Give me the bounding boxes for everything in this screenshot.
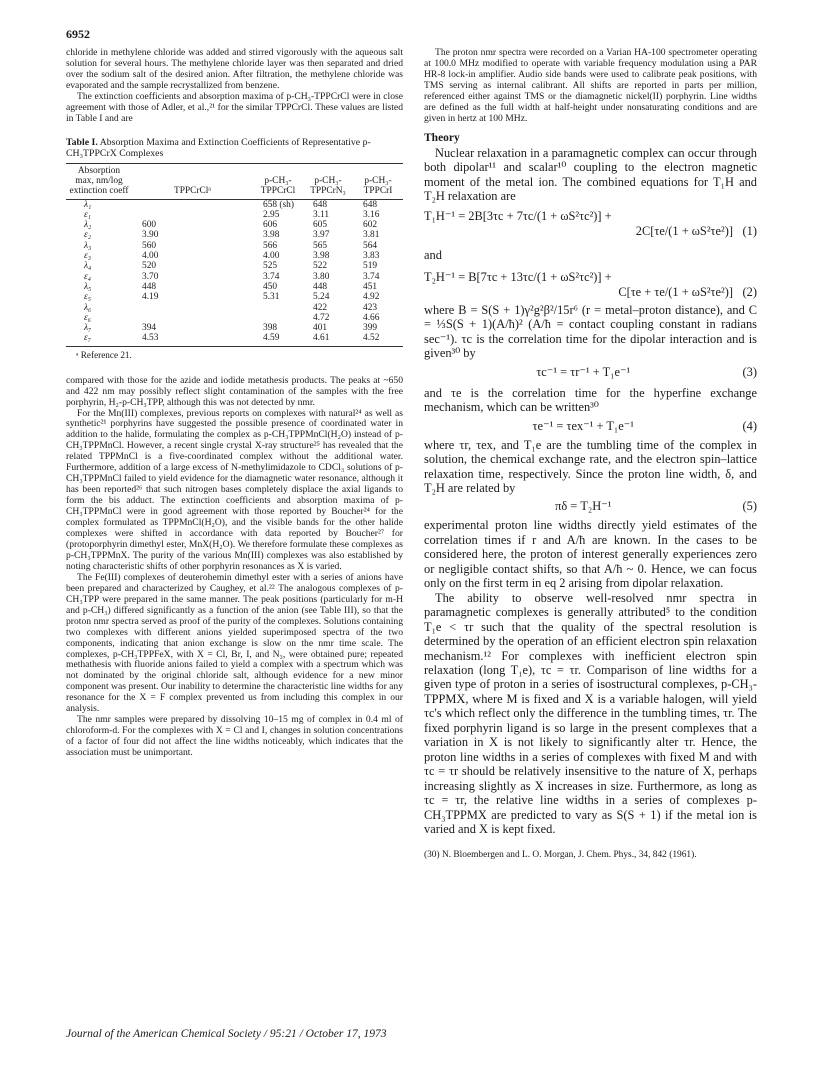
equation-5-body: πδ = T₂H⁻¹ bbox=[555, 499, 612, 514]
table-cell: 4.00 bbox=[263, 251, 280, 262]
table-row bbox=[66, 323, 403, 333]
table-cell: 4.72 bbox=[313, 312, 330, 323]
table-cell: 560 bbox=[142, 240, 157, 251]
table-cell: ε₁ bbox=[84, 209, 91, 220]
theory-paragraph: Nuclear relaxation in a paramagnetic complex can occur through both dipolar¹¹ and scalar¹⁰ coupling to the electron magnetic moment of the metal ion. The combined equations for T₁H and T₂H relaxation are bbox=[424, 145, 757, 204]
equation-4-body: τe⁻¹ = τex⁻¹ + T₁e⁻¹ bbox=[532, 418, 634, 433]
table-row bbox=[66, 292, 403, 302]
table-cell: 522 bbox=[313, 261, 328, 272]
definition-paragraph: where B = S(S + 1)γ²g²β²/15r⁶ (r = metal–proton distance), and C = ⅓S(S + 1)(A/ħ)² (A/ħ = contact coupling constant in radians sec⁻¹). τc is the correlation time for the dipolar interaction and is given³⁰ by bbox=[424, 302, 757, 361]
table-cell: 4.66 bbox=[363, 312, 380, 323]
table-header-cell: p-CH₃-TPPCrCl bbox=[253, 163, 303, 199]
table-header-cell: Absorption max, nm/log extinction coeff bbox=[66, 163, 132, 199]
left-paragraph-2: The extinction coefficients and absorption maxima of p-CH₃-TPPCrCl were in close agreement with those of Adler, et al.,²¹ for the similar TPPCrCl. These values are listed in Table I and are bbox=[66, 90, 403, 124]
table-row bbox=[66, 333, 403, 346]
journal-footer: Journal of the American Chemical Society / 95:21 / October 17, 1973 bbox=[66, 1028, 387, 1040]
equation-3-number: (3) bbox=[742, 364, 757, 379]
table-title: Absorption Maxima and Extinction Coefficients of Representative p-CH₃TPPCrX Complexes bbox=[66, 136, 371, 159]
left-paragraph-5: The Fe(III) complexes of deuterohemin dimethyl ester with a series of anions have been prepared and characterized by Caughey, et al.²² The analogous complexes of p-CH₃TPP were prepared in the same manner. The peak positions (particularly for m-H and p-CH₃) differed significantly as a function of the anion (see Table III), so that the proton nmr spectra served as proof of the purity of the complexes. Solutions containing two complexes with different anions yielded superimposed spectra of the two components, indicating that anion exchange is slow on the nmr time scale. The complexes, p-CH₃TPPFeX, with X = Cl, Br, I, and N₃, were obtained pure; repeated methathesis with fluoride anions failed to yield a complex with a spectrum which was not dominated by the original chloride salt, although evidence for a new minor component was present. Our inability to determine the characteristic line widths for any resonance for the X = F complex prevented us from including this complex in our analysis. bbox=[66, 571, 404, 715]
equation-4 bbox=[424, 419, 757, 434]
table-cell bbox=[253, 303, 303, 313]
equation-1-number: (1) bbox=[742, 224, 757, 239]
table-cell: 448 bbox=[313, 281, 328, 292]
table-cell: 401 bbox=[313, 323, 328, 334]
absorption-table bbox=[66, 163, 403, 347]
equation-2-line-1: T₂H⁻¹ = B[7τc + 13τc/(1 + ωS²τc²)] + bbox=[424, 269, 612, 284]
table-cell: 3.74 bbox=[363, 271, 380, 282]
tumbling-paragraph: where τr, τex, and T₁e are the tumbling time of the complex in solution, the chemical exchange rate, and the electron spin–lattice relaxation time, respectively. Since the proton line width, δ, and T₂H are related by bbox=[424, 437, 757, 496]
table-row bbox=[66, 199, 403, 210]
table-cell: 3.97 bbox=[313, 230, 330, 241]
table-cell: 4.00 bbox=[142, 251, 159, 262]
and-connector: and bbox=[424, 248, 442, 263]
left-column bbox=[66, 48, 403, 759]
table-cell: 3.98 bbox=[263, 230, 280, 241]
table-row bbox=[66, 303, 403, 313]
table-cell bbox=[132, 303, 253, 313]
table-cell: 3.83 bbox=[363, 251, 380, 262]
table-cell: 564 bbox=[363, 240, 378, 251]
table-cell: 3.70 bbox=[142, 271, 159, 282]
table-cell: λ₄ bbox=[84, 261, 92, 272]
equation-2-line-2: C[τe + τe/(1 + ωS²τe²)] bbox=[618, 284, 733, 299]
table-cell: λ₁ bbox=[84, 199, 92, 210]
resolution-paragraph: The ability to observe well-resolved nmr spectra in paramagnetic complexes is generally attributed⁵ to the condition T₁e < τr such that the quality of the spectral resolution is determined by the operation of an efficient electron spin relaxation mechanism.¹² For complexes with inefficient electron spin relaxation (long T₁e), τc = τr. Comparison of line widths for a given type of proton in a series of isostructural complexes, p-CH₃-TPPMX, where M is fixed and X is a variable halogen, will yield τc's which reflect only the difference in the tumbling times, τr. The fixed porphyrin ligand is so large in the present complexes that a variation in X is not likely to significantly alter τr. Hence, the proton line widths in a series of complexes with fixed M and with τc = τr should be relatively insensitive to the nature of X, perhaps increasing slightly as X increases in size. Furthermore, as long as τc = τr, the relative line widths in a series of complexes p-CH₃TPPMX are predicted to vary as S(S + 1) if the metal ion is varied and X is kept fixed. bbox=[424, 590, 757, 836]
table-cell: λ₃ bbox=[84, 240, 92, 251]
table-footnote: ᵃ Reference 21. bbox=[76, 349, 132, 360]
table-header-cell: TPPCrClᵃ bbox=[132, 163, 253, 199]
table-cell: 398 bbox=[263, 323, 278, 334]
table-cell: 602 bbox=[363, 220, 378, 231]
table-cell: λ₇ bbox=[84, 323, 92, 334]
equation-3-body: τc⁻¹ = τr⁻¹ + T₁e⁻¹ bbox=[536, 364, 631, 379]
table-cell: 565 bbox=[313, 240, 328, 251]
table-cell: 4.61 bbox=[303, 333, 353, 346]
table-cell: 4.53 bbox=[132, 333, 253, 346]
table-cell: 648 bbox=[313, 199, 328, 210]
table-cell: 520 bbox=[142, 261, 157, 272]
table-cell bbox=[132, 313, 253, 323]
table-row bbox=[66, 313, 403, 323]
table-row bbox=[66, 272, 403, 282]
left-paragraph-3: compared with those for the azide and iodide metathesis products. The peaks at ~650 and 422 nm may possibly reflect slight contamination of the samples with the free porphyrin, H₂-p-CH₃TPP, although this was not detected by nmr. bbox=[66, 374, 403, 408]
table-cell: 450 bbox=[263, 281, 278, 292]
table-cell: 3.16 bbox=[363, 209, 380, 220]
table-cell: 658 (sh) bbox=[263, 199, 294, 210]
table-cell: 5.31 bbox=[263, 292, 280, 303]
equation-5-number: (5) bbox=[742, 499, 757, 514]
equation-1-line-1: T₁H⁻¹ = 2B[3τc + 7τc/(1 + ωS²τc²)] + bbox=[424, 209, 612, 224]
table-header-cell: p-CH₃-TPPCrN₃ bbox=[303, 163, 353, 199]
section-heading-theory: Theory bbox=[424, 131, 460, 144]
table-cell: 399 bbox=[363, 323, 378, 334]
table-cell: ε₇ bbox=[66, 333, 132, 346]
equation-5 bbox=[424, 499, 757, 514]
table-label: Table I. bbox=[66, 136, 98, 148]
table-row bbox=[66, 241, 403, 251]
table-cell: ε₅ bbox=[84, 292, 91, 303]
table-cell: 600 bbox=[142, 220, 157, 231]
table-cell bbox=[132, 210, 253, 220]
table-cell: 4.19 bbox=[142, 292, 159, 303]
table-row bbox=[66, 261, 403, 271]
table-row bbox=[66, 230, 403, 240]
table-row bbox=[66, 210, 403, 220]
table-cell: 4.59 bbox=[253, 333, 303, 346]
table-cell: 394 bbox=[142, 323, 157, 334]
reference-30: (30) N. Bloembergen and L. O. Morgan, J. Chem. Phys., 34, 842 (1961). bbox=[424, 850, 697, 861]
table-cell: 3.81 bbox=[363, 230, 380, 241]
table-cell: 3.90 bbox=[142, 230, 159, 241]
table-cell: 525 bbox=[263, 261, 278, 272]
table-cell: ε₃ bbox=[84, 251, 91, 262]
table-row bbox=[66, 220, 403, 230]
table-cell: ε₆ bbox=[84, 312, 91, 323]
table-cell: 3.80 bbox=[313, 271, 330, 282]
table-cell: 606 bbox=[263, 220, 278, 231]
equation-1 bbox=[424, 209, 757, 239]
equation-3 bbox=[424, 365, 757, 380]
left-paragraph-6: The nmr samples were prepared by dissolving 10–15 mg of complex in 0.4 ml of chloroform-d. For the complexes with X = Cl and I, changes in solution concentrations of a factor of four did not affect the line widths noticeably, which indicates that the association must be unimportant. bbox=[66, 714, 403, 759]
table-cell: λ₂ bbox=[84, 220, 92, 231]
table-cell: 648 bbox=[363, 199, 378, 210]
table-cell: 422 bbox=[313, 302, 328, 313]
table-cell: 4.52 bbox=[353, 333, 403, 346]
table-cell: ε₄ bbox=[84, 271, 91, 282]
table-header-cell: p-CH₃-TPPCrI bbox=[353, 163, 403, 199]
table-cell: 566 bbox=[263, 240, 278, 251]
table-header-row bbox=[66, 163, 403, 199]
table-cell: 519 bbox=[363, 261, 378, 272]
equation-2-number: (2) bbox=[742, 284, 757, 299]
table-cell bbox=[253, 313, 303, 323]
table-cell: 423 bbox=[363, 302, 378, 313]
right-paragraph-1: The proton nmr spectra were recorded on a Varian HA-100 spectrometer operating at 100.0 MHz modified to operate with variable frequency modulation using a PAR HR-8 lock-in amplifier. Audio side bands were used to calibrate peak positions, with TMS serving as internal calibrant. All shifts are reported in parts per million, referenced either against TMS or the diamagnetic nickel(II) porphyrin. Line widths are defined as the full width at half-height under nonsaturating conditions and are given in hertz at 100 MHz. bbox=[424, 47, 757, 124]
page-number: 6952 bbox=[66, 27, 90, 41]
table-cell: 448 bbox=[142, 281, 157, 292]
linewidth-paragraph: experimental proton line widths directly yield estimates of the correlation times if r and A/ħ are known. In the cases to be considered here, the proton of interest generally experiences zero or negligible contact shifts, so that A/ħ ~ 0. Hence, we can focus only on the first term in eq 2 arising from dipolar relaxation. bbox=[424, 518, 757, 591]
table-cell: 3.11 bbox=[313, 209, 330, 220]
equation-4-number: (4) bbox=[742, 418, 757, 433]
table-cell bbox=[132, 199, 253, 210]
table-cell: ε₂ bbox=[84, 230, 91, 241]
table-cell: 3.98 bbox=[313, 251, 330, 262]
table-cell: 451 bbox=[363, 281, 378, 292]
table-cell: 605 bbox=[313, 220, 328, 231]
equation-1-line-2: 2C[τe/(1 + ωS²τe²)] bbox=[635, 224, 733, 239]
table-cell: 3.74 bbox=[263, 271, 280, 282]
table-cell: λ₅ bbox=[84, 281, 92, 292]
exchange-paragraph: and τe is the correlation time for the hyperfine exchange mechanism, which can be written³⁰ bbox=[424, 385, 757, 415]
left-paragraph-1: chloride in methylene chloride was added and stirred vigorously with the aqueous salt solution for several hours. The methylene chloride layer was then separated and dried over the sodium salt of the desired anion. After filtration, the methylene chloride was evaporated and the sample recrystallized from benzene. bbox=[66, 47, 403, 91]
table-row bbox=[66, 282, 403, 292]
table-caption bbox=[66, 137, 403, 159]
left-paragraph-4: For the Mn(III) complexes, previous reports on complexes with natural²⁴ as well as synthetic²¹ porphyrins have suggested the possible presence of coordinated water in addition to the halide, formulating the complex as p-CH₃TPPMnCl(H₂O) instead of p-CH₃TPPMnCl. However, a recent single crystal X-ray structure²⁵ has revealed that the related TPPMnCl is a five-coordinated complex without the additional water. Furthermore, addition of a large excess of N-methylimidazole to CDCl₃ solutions of p-CH₃TPPMnCl failed to yield evidence for the diamagnetic water resonance, although it has been reported²⁶ that such nitrogen bases completely displace the axial ligands to form the bis adduct. The extinction coefficients and absorption maxima of p-CH₃TPPMnCl were in good agreement with those reported by Boucher²⁴ for the complex formulated as TPPMnCl(H₂O), and the visible bands for the other halide complexes were shifted in accordance with data reported by Boucher²⁷ for (protoporphyrin dimethyl ester, MnX(H₂O). We therefore formulate these complexes as p-CH₃TPPMnX. The purity of the various Mn(III) complexes was also established by noting characteristic shifts of other porphyrin resonances as X is varied. bbox=[66, 407, 403, 572]
table-cell: 4.92 bbox=[363, 292, 380, 303]
right-column bbox=[424, 48, 757, 861]
table-cell: λ₆ bbox=[84, 302, 92, 313]
table-cell: 2.95 bbox=[263, 209, 280, 220]
table-cell: 5.24 bbox=[313, 292, 330, 303]
table-row bbox=[66, 251, 403, 261]
equation-2 bbox=[424, 270, 757, 300]
